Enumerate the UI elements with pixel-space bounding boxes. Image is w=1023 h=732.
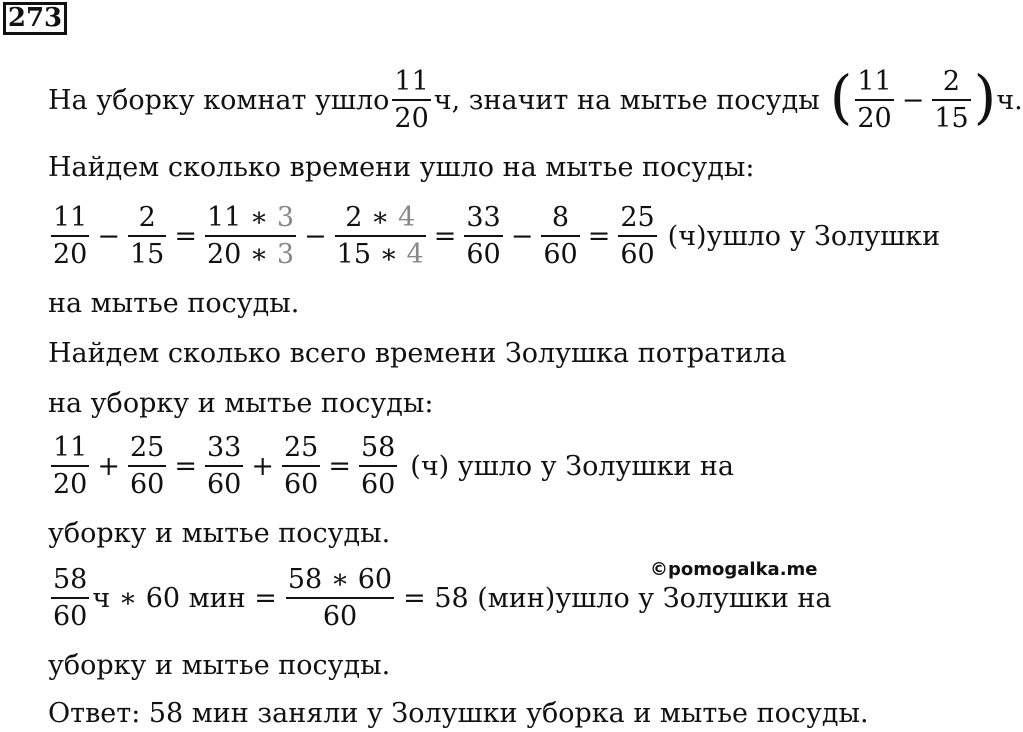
plus-sign: + bbox=[97, 450, 120, 482]
line-7 bbox=[48, 432, 734, 500]
line-9 bbox=[48, 564, 832, 632]
fraction-bar bbox=[205, 235, 296, 237]
line-3 bbox=[48, 202, 940, 270]
numerator: 33 bbox=[206, 432, 242, 463]
numerator: 2 bbox=[138, 202, 156, 233]
denominator: 20 bbox=[53, 469, 88, 501]
numerator: 58 ∗ 60 bbox=[287, 564, 393, 595]
fraction bbox=[335, 202, 426, 270]
text: ч, значит на мытье посуды bbox=[433, 84, 820, 116]
fraction bbox=[618, 202, 656, 270]
denominator: 20 bbox=[857, 103, 892, 135]
minus-sign: − bbox=[901, 84, 925, 116]
numerator bbox=[205, 202, 296, 233]
line-2: Найдем сколько времени ушло на мытье посуды: bbox=[48, 152, 755, 183]
denominator: 60 bbox=[206, 469, 242, 501]
fraction-bar bbox=[51, 597, 89, 599]
denominator: 20 bbox=[394, 103, 429, 135]
denominator: 15 bbox=[129, 239, 165, 271]
denominator: 60 bbox=[360, 469, 396, 501]
fraction bbox=[205, 202, 296, 270]
equals-sign: = bbox=[328, 450, 351, 482]
text: (ч)ушло у Золушки bbox=[667, 220, 941, 252]
factor: 20 ∗ bbox=[206, 239, 277, 271]
numerator: 11 bbox=[53, 202, 88, 233]
line-8: уборку и мытье посуды. bbox=[48, 518, 391, 549]
fraction-bar bbox=[464, 235, 502, 237]
multiplier: 4 bbox=[397, 202, 416, 233]
fraction-bar bbox=[128, 235, 166, 237]
multiplier: 3 bbox=[276, 202, 295, 233]
text: (ч) ушло у Золушки на bbox=[410, 450, 735, 482]
denominator: 60 bbox=[283, 469, 319, 501]
factor: 15 ∗ bbox=[336, 239, 407, 271]
fraction-bar bbox=[618, 235, 656, 237]
fraction-bar bbox=[932, 99, 970, 101]
denominator: 60 bbox=[129, 469, 165, 501]
fraction bbox=[128, 202, 166, 270]
equals-sign: = bbox=[174, 450, 197, 482]
numerator: 8 bbox=[551, 202, 570, 233]
numerator: 25 bbox=[129, 432, 165, 463]
denominator: 60 bbox=[466, 239, 501, 271]
fraction bbox=[392, 66, 430, 134]
multiplier: 4 bbox=[406, 239, 424, 271]
numerator: 25 bbox=[620, 202, 655, 233]
fraction bbox=[205, 432, 243, 500]
fraction bbox=[932, 66, 970, 134]
minus-sign: − bbox=[304, 220, 327, 252]
fraction-bar bbox=[855, 99, 893, 101]
denominator: 20 bbox=[53, 239, 88, 271]
numerator: 11 bbox=[394, 66, 429, 97]
line-1 bbox=[48, 63, 1023, 135]
numerator: 2 bbox=[942, 66, 961, 97]
text: ч. bbox=[996, 84, 1023, 116]
numerator bbox=[343, 202, 417, 233]
fraction-bar bbox=[205, 465, 243, 467]
denominator bbox=[205, 239, 296, 270]
denominator: 60 bbox=[322, 601, 358, 633]
numerator: 11 bbox=[53, 432, 88, 463]
left-paren: ( bbox=[829, 63, 853, 132]
numerator: 58 bbox=[53, 564, 88, 595]
denominator: 60 bbox=[53, 601, 88, 633]
line-6: на уборку и мытье посуды: bbox=[48, 388, 434, 419]
multiplier: 3 bbox=[276, 239, 295, 271]
watermark: ©pomogalka.me bbox=[650, 559, 818, 580]
text: = 58 (мин)ушло у Золушки на bbox=[403, 582, 832, 614]
answer-line: Ответ: 58 мин заняли у Золушки уборка и мытье посуды. bbox=[48, 698, 869, 729]
fraction-bar bbox=[286, 597, 394, 599]
fraction-bar bbox=[541, 235, 579, 237]
denominator: 60 bbox=[620, 239, 655, 271]
fraction-bar bbox=[128, 465, 166, 467]
fraction bbox=[51, 564, 89, 632]
fraction bbox=[286, 564, 394, 632]
denominator: 60 bbox=[543, 239, 578, 271]
fraction bbox=[541, 202, 579, 270]
equals-sign: = bbox=[587, 220, 611, 252]
fraction bbox=[128, 432, 166, 500]
right-paren: ) bbox=[973, 63, 997, 132]
fraction-bar bbox=[392, 99, 430, 101]
denominator bbox=[335, 239, 426, 270]
fraction-bar bbox=[282, 465, 320, 467]
fraction bbox=[855, 66, 893, 134]
numerator: 33 bbox=[466, 202, 501, 233]
equals-sign: = bbox=[433, 220, 457, 252]
minus-sign: − bbox=[97, 220, 120, 252]
factor: 11 ∗ bbox=[206, 202, 277, 233]
denominator: 15 bbox=[934, 103, 969, 135]
fraction bbox=[282, 432, 320, 500]
fraction-bar bbox=[51, 465, 89, 467]
text: ч ∗ 60 мин = bbox=[92, 582, 277, 614]
line-4: на мытье посуды. bbox=[48, 288, 300, 319]
line-10: уборку и мытье посуды. bbox=[48, 650, 391, 681]
text: На уборку комнат ушло bbox=[48, 84, 390, 116]
fraction bbox=[51, 432, 89, 500]
fraction bbox=[51, 202, 89, 270]
fraction-bar bbox=[335, 235, 426, 237]
numerator: 58 bbox=[360, 432, 396, 463]
equals-sign: = bbox=[174, 220, 197, 252]
factor: 2 ∗ bbox=[345, 202, 398, 233]
fraction bbox=[359, 432, 397, 500]
fraction-bar bbox=[359, 465, 397, 467]
minus-sign: − bbox=[510, 220, 534, 252]
line-5: Найдем сколько всего времени Золушка потратила bbox=[48, 338, 787, 369]
plus-sign: + bbox=[251, 450, 274, 482]
numerator: 11 bbox=[857, 66, 892, 97]
fraction-bar bbox=[51, 235, 89, 237]
numerator: 25 bbox=[283, 432, 319, 463]
fraction bbox=[464, 202, 502, 270]
problem-number: 273 bbox=[3, 2, 67, 35]
